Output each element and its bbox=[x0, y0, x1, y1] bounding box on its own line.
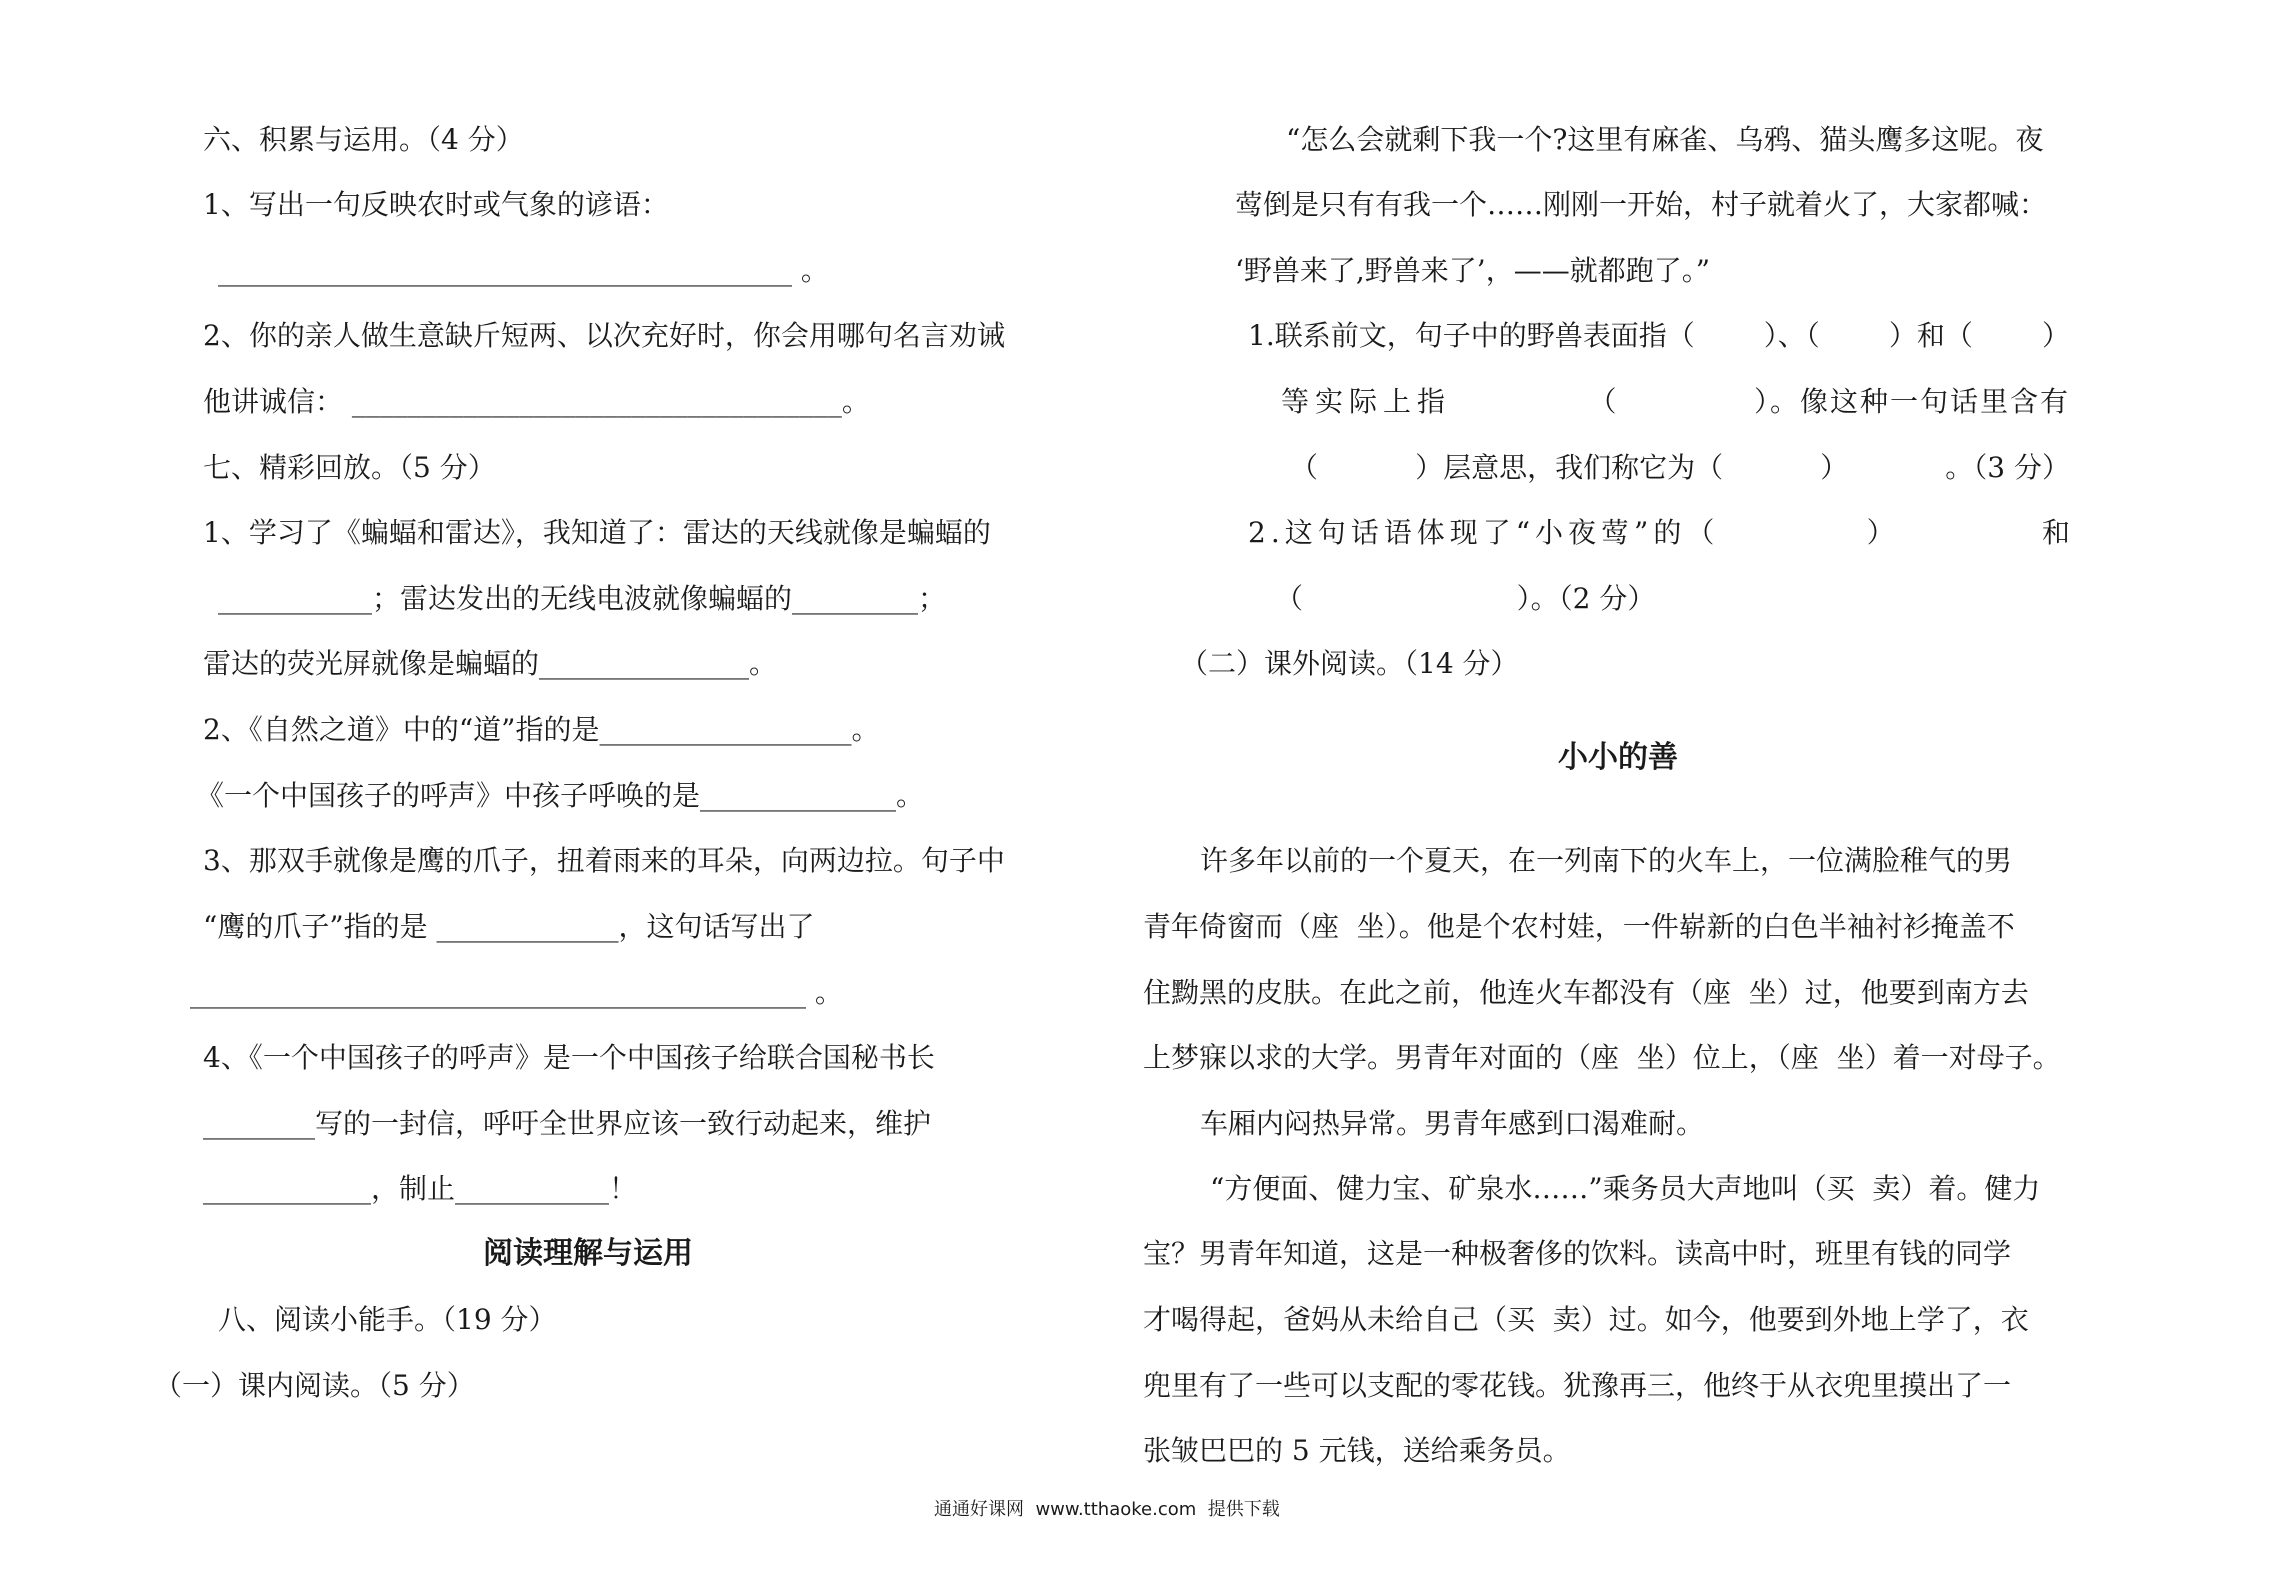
story-paragraph-1-line-1: 许多年以前的一个夏天，在一列南下的火车上，一位满脸稚气的男 bbox=[1200, 844, 2013, 877]
question-6-2-line-2: 他讲诚信： ___________________________________。 bbox=[203, 385, 870, 418]
reading-question-1-line-3 bbox=[1290, 450, 2070, 486]
section-8-sub-1: （一）课内阅读。（5 分） bbox=[154, 1369, 475, 1402]
q1-l3-part: 。（3 分） bbox=[1945, 451, 2070, 484]
q1-l3-part: ） bbox=[1820, 451, 1849, 484]
story-paragraph-3-line-4: 兜里有了一些可以支配的零花钱。犹豫再三，他终于从衣兜里摸出了一 bbox=[1143, 1369, 2012, 1402]
story-title: 小小的善 bbox=[1558, 740, 1678, 775]
section-7-heading: 七、精彩回放。（5 分） bbox=[203, 451, 496, 484]
page-footer: 通通好课网 www.tthaoke.com 提供下载 bbox=[934, 1499, 1280, 1520]
quote-line-1: “怎么会就剩下我一个?这里有麻雀、乌鸦、猫头鹰多这呢。夜 bbox=[1286, 123, 2044, 156]
q1-l2-part: 等实际上指 bbox=[1281, 385, 1452, 418]
q1-l3-part: ）层意思，我们称它为（ bbox=[1415, 451, 1724, 484]
story-paragraph-3-line-5: 张皱巴巴的 5 元钱，送给乘务员。 bbox=[1143, 1434, 1571, 1467]
q2-l1-part: ） bbox=[1866, 516, 1895, 549]
question-6-1: 1、写出一句反映农时或气象的谚语： bbox=[203, 188, 669, 221]
reading-question-1-line-2 bbox=[1281, 384, 2070, 420]
question-7-3-line-1: 3、那双手就像是鹰的爪子，扭着雨来的耳朵，向两边拉。句子中 bbox=[203, 844, 1005, 877]
q1-l3-part: （ bbox=[1290, 451, 1319, 484]
section-8-sub-2: （二）课外阅读。（14 分） bbox=[1180, 647, 1519, 680]
q1-l1-part: ） bbox=[2041, 319, 2070, 352]
q1-l2-part: （ bbox=[1588, 385, 1617, 418]
question-6-2-line-1: 2、你的亲人做生意缺斤短两、以次充好时，你会用哪句名言劝诫 bbox=[203, 319, 1005, 352]
question-7-2-line-2: 《一个中国孩子的呼声》中孩子呼唤的是______________。 bbox=[196, 779, 925, 812]
story-paragraph-1-line-2: 青年倚窗而（座 坐）。他是个农村娃，一件崭新的白色半袖衬衫掩盖不 bbox=[1143, 910, 2015, 943]
question-7-4-line-3: ____________，制止___________！ bbox=[203, 1172, 638, 1205]
question-7-2-line-1: 2、《自然之道》中的“道”指的是__________________。 bbox=[203, 713, 880, 746]
question-7-1-line-2: ___________；雷达发出的无线电波就像蝙蝠的_________； bbox=[218, 582, 947, 615]
question-7-1-line-1: 1、学习了《蝙蝠和雷达》，我知道了：雷达的天线就像是蝙蝠的 bbox=[203, 516, 991, 549]
question-7-3-line-3: ____________________________________________ 。 bbox=[190, 976, 843, 1009]
quote-line-3: ‘野兽来了,野兽来了’，——就都跑了。” bbox=[1235, 254, 1711, 287]
part-heading: 阅读理解与运用 bbox=[483, 1236, 693, 1271]
answer-blank-6-1: _________________________________________ 。 bbox=[218, 254, 829, 287]
question-7-4-line-1: 4、《一个中国孩子的呼声》是一个中国孩子给联合国秘书长 bbox=[203, 1041, 935, 1074]
q1-l1-part: ）、（ bbox=[1763, 319, 1820, 352]
section-6-heading: 六、积累与运用。（4 分） bbox=[203, 123, 524, 156]
quote-line-2: 莺倒是只有有我一个……刚刚一开始，村子就着火了，大家都喊： bbox=[1235, 188, 2048, 221]
q1-l1-part: 1.联系前文，句子中的野兽表面指（ bbox=[1248, 319, 1695, 352]
story-paragraph-2-line-1: 车厢内闷热异常。男青年感到口渴难耐。 bbox=[1200, 1107, 1705, 1140]
story-paragraph-3-line-2: 宝？男青年知道，这是一种极奢侈的饮料。读高中时，班里有钱的同学 bbox=[1143, 1237, 2012, 1270]
q2-l1-part: 和 bbox=[2041, 516, 2070, 549]
q1-l2-part: ）。像这种一句话里含有 bbox=[1753, 385, 2070, 418]
question-7-3-line-2: “鹰的爪子”指的是 _____________，这句话写出了 bbox=[203, 910, 815, 943]
question-7-1-line-3: 雷达的荧光屏就像是蝙蝠的_______________。 bbox=[203, 647, 778, 680]
reading-question-2-line-1 bbox=[1248, 515, 2070, 551]
question-7-4-line-2: ________写的一封信，呼吁全世界应该一致行动起来，维护 bbox=[203, 1107, 932, 1140]
reading-question-1-line-1 bbox=[1248, 318, 2070, 354]
q2-l1-part: 2.这句话语体现了“小夜莺”的（ bbox=[1248, 516, 1720, 549]
q1-l1-part: ）和（ bbox=[1888, 319, 1973, 352]
reading-question-2-line-2: （ ）。（2 分） bbox=[1275, 582, 1656, 615]
section-8-heading: 八、阅读小能手。（19 分） bbox=[218, 1303, 557, 1336]
story-paragraph-3-line-1: “方便面、健力宝、矿泉水……”乘务员大声地叫（买 卖）着。健力 bbox=[1210, 1172, 2041, 1205]
story-paragraph-1-line-4: 上梦寐以求的大学。男青年对面的（座 坐）位上，（座 坐）着一对母子。 bbox=[1143, 1041, 2061, 1074]
story-paragraph-1-line-3: 住黝黑的皮肤。在此之前，他连火车都没有（座 坐）过，他要到南方去 bbox=[1143, 976, 2029, 1009]
story-paragraph-3-line-3: 才喝得起，爸妈从未给自己（买 卖）过。如今，他要到外地上学了，衣 bbox=[1143, 1303, 2029, 1336]
